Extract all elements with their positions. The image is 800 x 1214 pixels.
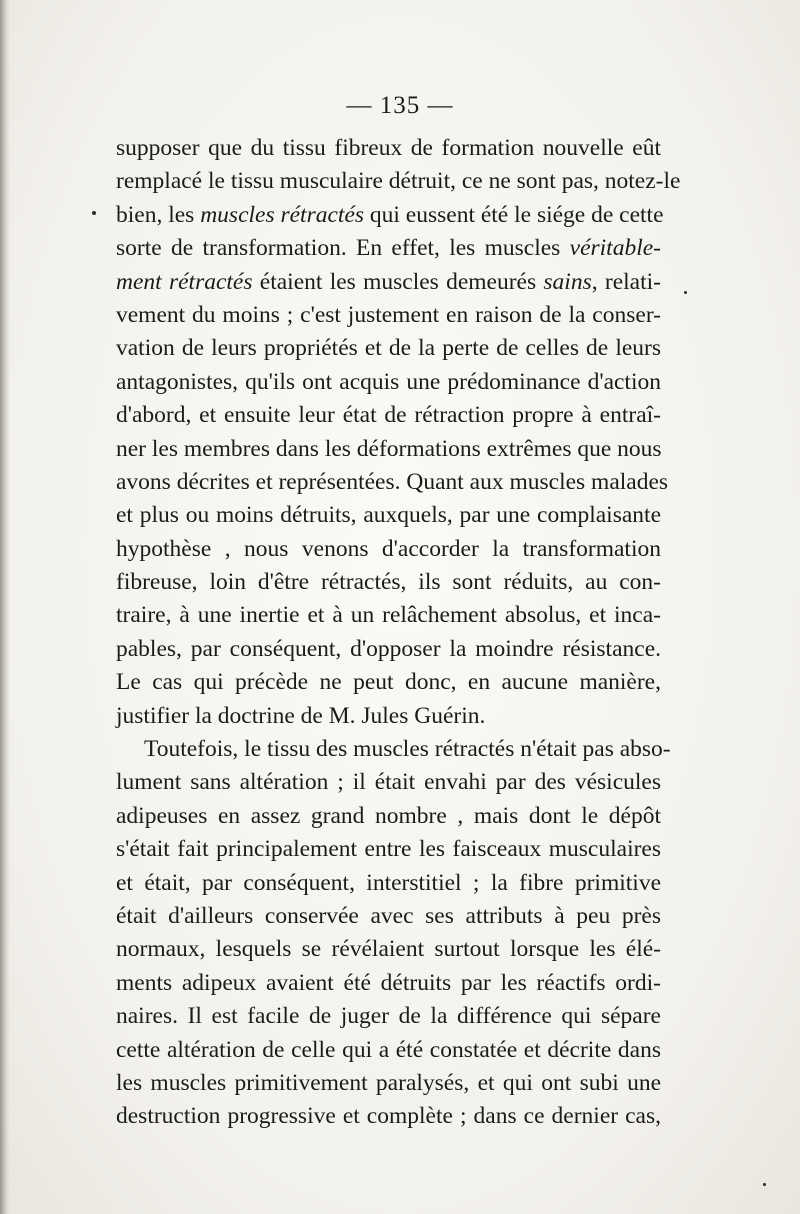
text-line [116,433,661,466]
text-segment: hypothèse , nous venons d'accorder la transformation [116,535,661,562]
text-segment: pables, par conséquent, d'opposer la moindre résistance. [116,635,661,662]
text-segment: était d'ailleurs conservée avec ses attributs à peu près [116,902,661,929]
text-line [116,967,661,1000]
text-line [116,499,661,532]
text-line [116,132,661,165]
text-line [116,299,661,332]
text-line [116,232,661,265]
text-line [116,900,661,933]
print-speck [92,211,96,215]
text-line [116,199,664,232]
text-line [116,599,661,632]
text-segment: normaux, lesquels se révélaient surtout lorsque les élé- [116,936,661,963]
text-line [116,165,681,198]
text-line [116,867,661,900]
text-segment: étaient les muscles demeurés [252,268,544,295]
text-line [116,1100,661,1133]
text-segment: sorte de transformation. En effet, les muscles [116,235,570,262]
text-line [116,366,661,399]
text-segment: cette altération de celle qui a été constatée et décrite dans [116,1036,661,1063]
text-segment: destruction progressive et complète ; dans ce dernier cas, [116,1103,661,1130]
text-line [116,332,661,365]
text-line [116,700,661,733]
text-line [116,566,661,599]
text-segment: vation de leurs propriétés et de la perte de celles de leurs [116,335,661,362]
text-segment: justifier la doctrine de M. Jules Guérin. [116,702,486,729]
text-segment: adipeuses en assez grand nombre , mais dont le dépôt [116,802,661,829]
print-speck [763,1183,766,1186]
text-line [116,1034,661,1067]
text-line [116,533,661,566]
text-segment: remplacé le tissu musculaire détruit, ce ne sont pas, notez-le [116,168,681,195]
text-segment: et était, par conséquent, interstitiel ; la fibre primitive [116,869,661,896]
italic-text: sains [543,268,592,295]
text-segment: lument sans altération ; il était envahi par des vésicules [116,769,661,796]
text-line [116,666,661,699]
text-line [116,633,661,666]
print-speck [684,291,687,294]
text-line [116,1000,661,1033]
text-segment: traire, à une inertie et à un relâchement absolus, et inca- [116,602,661,629]
text-segment: supposer que du tissu fibreux de formation nouvelle eût [116,135,661,161]
text-segment: Le cas qui précède ne peut donc, en aucune manière, [116,669,661,696]
text-line [116,733,671,766]
text-segment: et plus ou moins détruits, auxquels, par une complaisante [116,502,661,529]
text-segment: s'était fait principalement entre les faisceaux musculaires [116,836,661,863]
text-segment: bien, les [116,201,201,228]
text-segment: Toutefois, le tissu des muscles rétractés n'était pas abso- [144,736,671,763]
text-segment: avons décrites et représentées. Quant aux muscles malades [116,468,669,495]
text-segment: ner les membres dans les déformations extrêmes que nous [116,435,662,462]
text-line [116,399,661,432]
text-line [116,466,669,499]
text-line [116,1067,661,1100]
text-line [116,933,661,966]
text-segment: qui eussent été le siége de cette [364,201,664,228]
italic-text: véritable- [569,235,661,262]
italic-text: ment rétractés [116,268,253,295]
text-segment: les muscles primitivement paralysés, et qui ont subi une [116,1069,661,1096]
text-segment: antagonistes, qu'ils ont acquis une prédominance d'action [116,368,661,395]
text-segment: vement du moins ; c'est justement en raison de la conser- [116,301,661,328]
text-segment: naires. Il est facile de juger de la différence qui sépare [116,1003,661,1030]
text-segment: d'abord, et ensuite leur état de rétraction propre à entraî- [116,402,661,429]
text-line [116,766,661,799]
text-segment: fibreuse, loin d'être rétractés, ils sont réduits, au con- [116,569,661,596]
text-line [116,800,661,833]
page-number: — 135 — [346,92,454,119]
page-binding-shadow [0,0,10,1214]
text-line [116,266,661,299]
text-line [116,833,661,866]
text-segment: ments adipeux avaient été détruits par les réactifs ordi- [116,969,661,996]
body-text [116,132,681,1134]
italic-text: muscles rétractés [200,201,365,228]
text-segment: , relati- [591,268,661,295]
